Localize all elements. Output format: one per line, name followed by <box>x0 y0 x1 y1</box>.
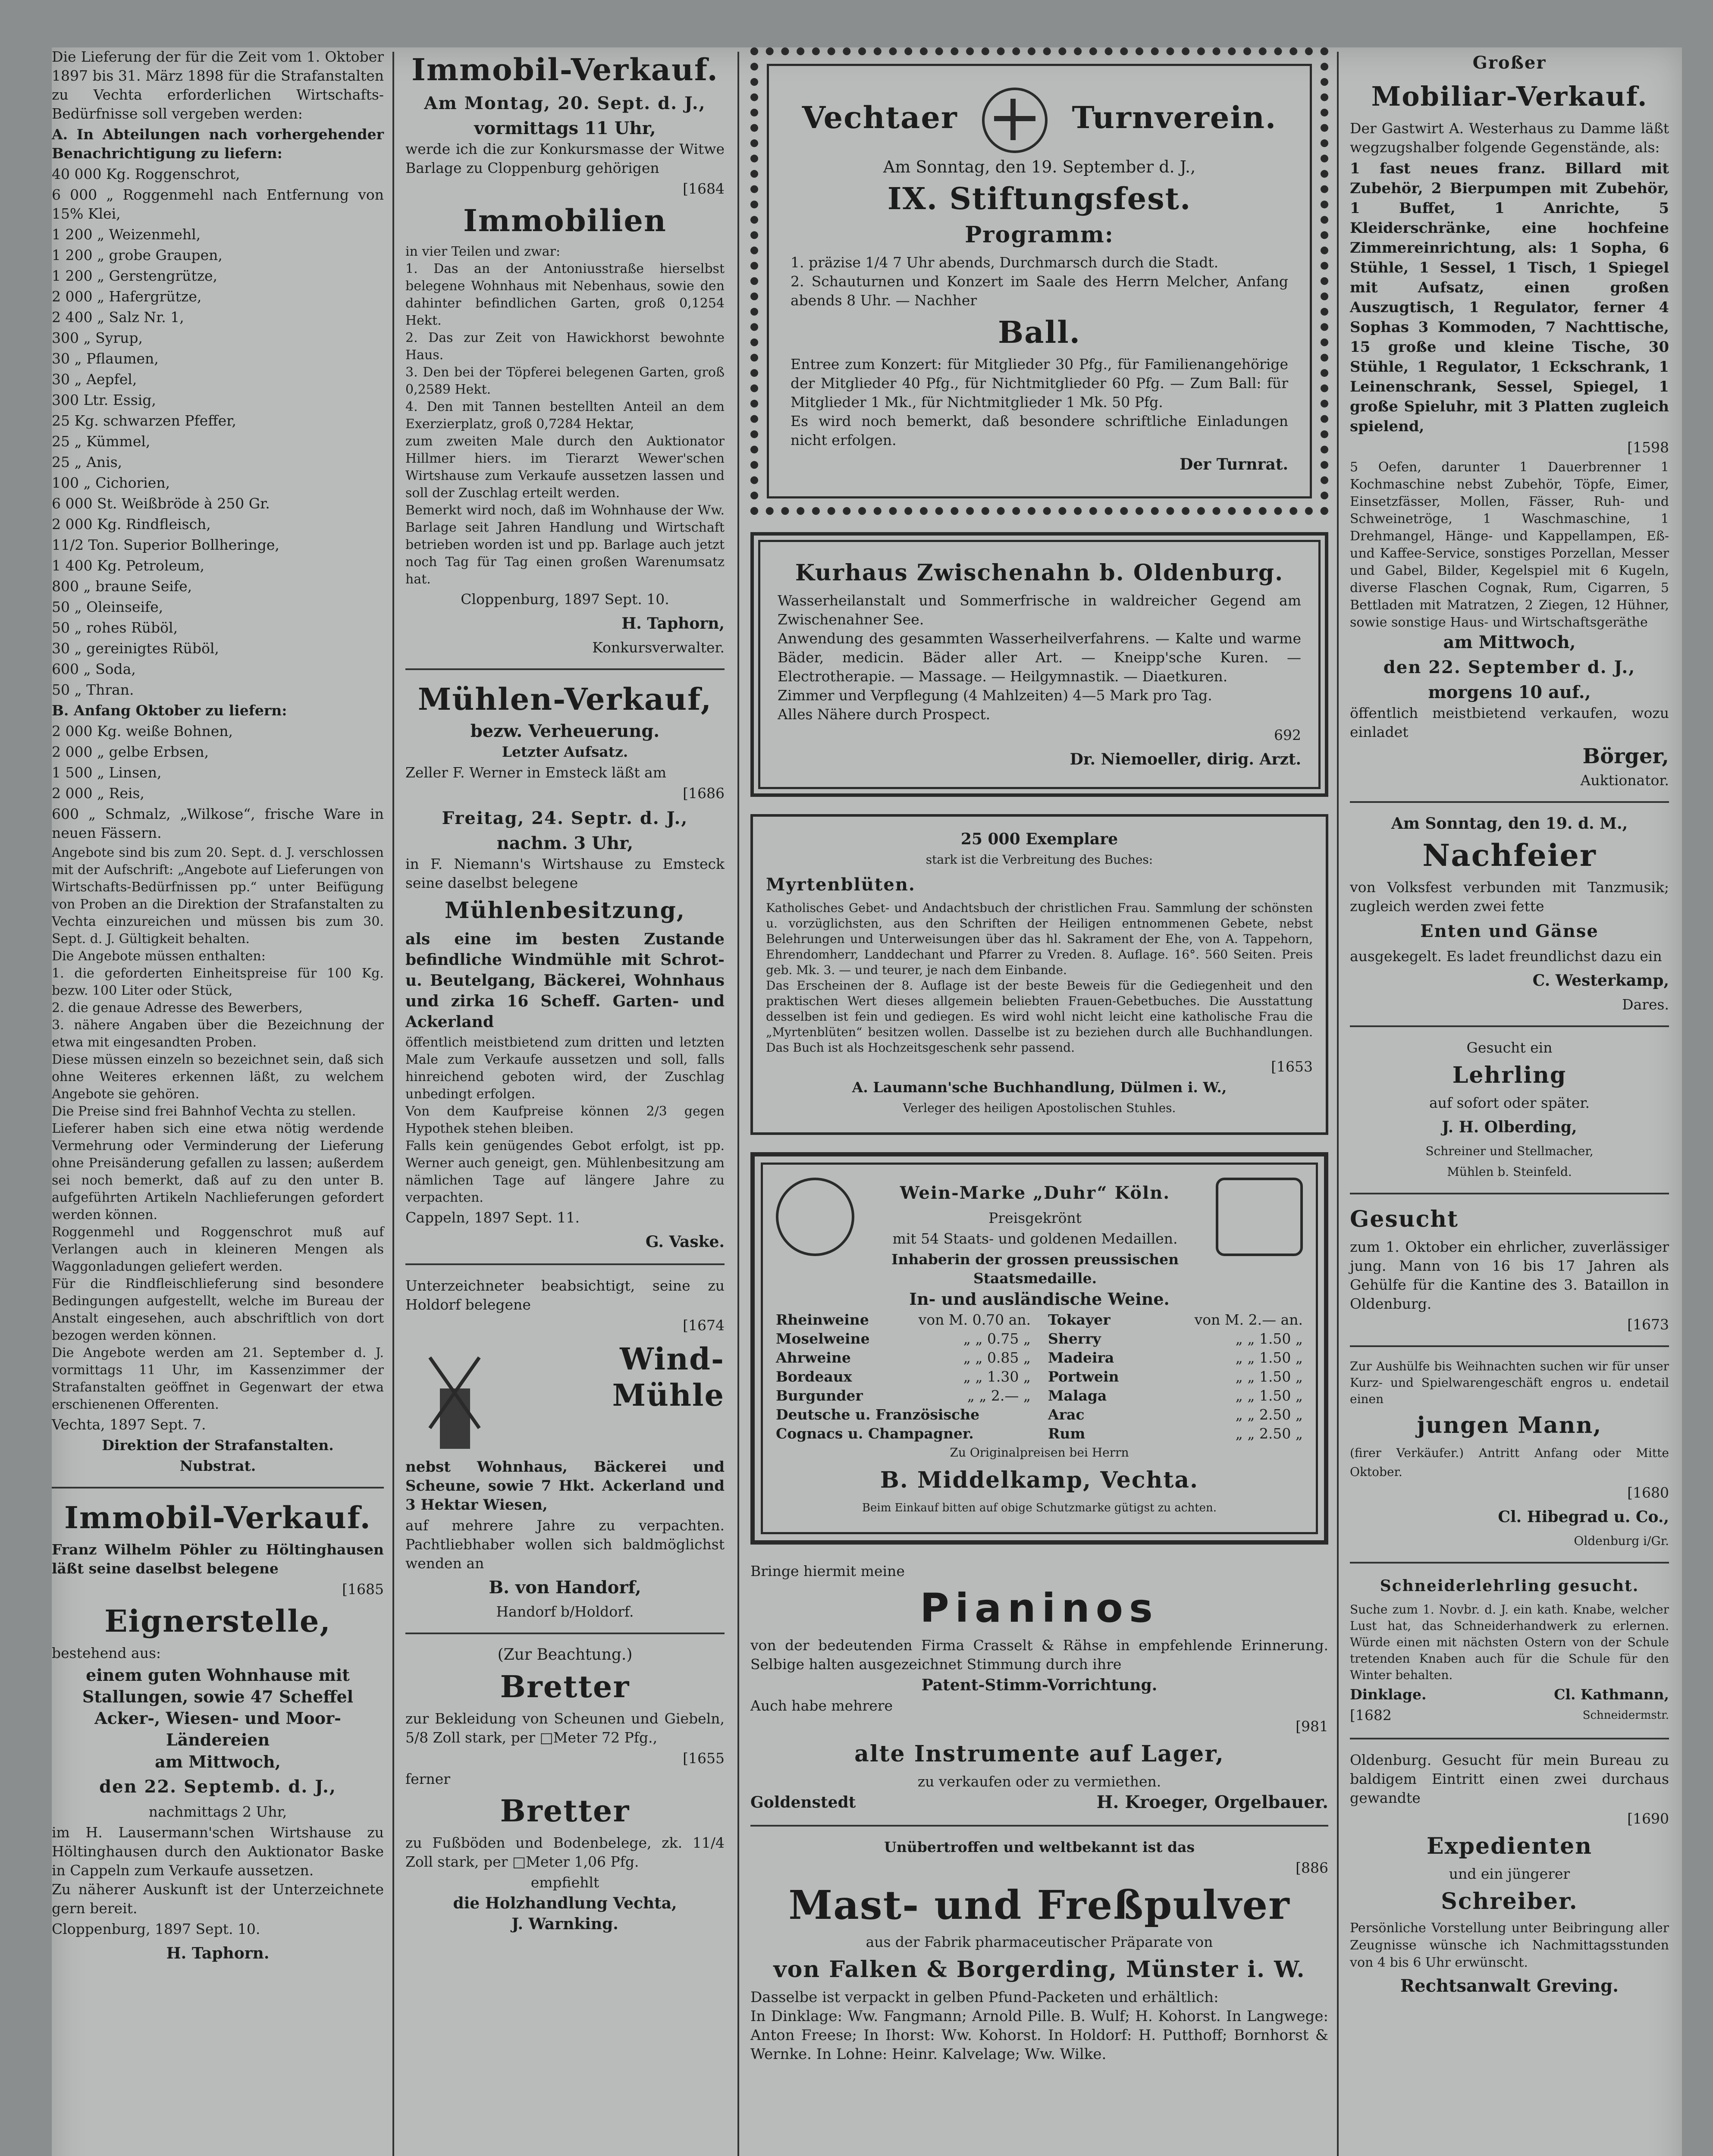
ad-when: am Mittwoch, <box>155 1752 281 1771</box>
ad-headline: Gesucht <box>1350 1206 1459 1232</box>
ad-body: öffentlich meistbietend verkaufen, wozu einladet <box>1350 705 1669 740</box>
ad-headline: Mast- und Freßpulver <box>788 1882 1290 1928</box>
ad-body: auf mehrere Jahre zu verpachten. Pachtliebhaber wollen sich baldmöglichst wenden an <box>405 1517 725 1572</box>
list-item: 50 „ Thran. <box>52 681 134 698</box>
ad-body: in vier Teilen und zwar: 1. Das an der Antoniusstraße hierselbst belegene Wohnhaus mit Nebenhaus, sowie den dahinter befindlichen Garten, groß 0,1254 Hekt. 2. Das zur Zeit von Hawickhorst bewohnte Haus. 3. Den bei der Töpferei belegenen Garten, groß 0,2589 Hekt. 4. Den mit Tannen bestellten Anteil an dem Exerzierplatz, groß 0,7284 Hektar, zum zweiten Male durch den Auktionator Hillmer hiers. im Tierarzt Wewer'schen Wirtshause zum Verkaufe aussetzen lassen und soll der Zuschlag erteilt werden. Bemerkt wird noch, daß im Wohnhause der Ww. Barlage seit Jahren Handlung und Wirtschaft betrieben worden ist und pp. Barlage auch jetzt noch Tag für Tag einen großen Warenumsatz hat. <box>405 244 725 587</box>
ad-body: Persönliche Vorstellung unter Beibringung aller Zeugnisse wünsche ich Nachmittagsstunden von 4 bis 6 Uhr erwünscht. <box>1350 1921 1669 1970</box>
column-rule <box>737 52 739 2156</box>
ad-body: zum 1. Oktober ein ehrlicher, zuverlässiger jung. Mann von 16 bis 17 Jahren als Gehülfe für die Kantine des 3. Bataillon in Oldenburg. <box>1350 1238 1669 1312</box>
intro-text: Die Lieferung der für die Zeit vom 1. Oktober 1897 bis 31. März 1898 für die Strafanstalten zu Vechta erforderlichen Wirtschafts-Bedürfnisse soll vergeben werden: <box>52 48 384 122</box>
ad-headline: Schreiber. <box>1441 1888 1578 1915</box>
list-item: 300 Ltr. Essig, <box>52 392 156 408</box>
signature-place: Handorf b/Holdorf. <box>496 1603 634 1620</box>
title-left: Vechtaer <box>802 100 958 135</box>
signature: C. Westerkamp, <box>1532 971 1669 990</box>
list-item: 1 400 Kg. Petroleum, <box>52 557 204 574</box>
ad-text: werde ich die zur Konkursmasse der Witwe Barlage zu Cloppenburg gehörigen <box>405 141 725 176</box>
wine-prize: Preisgekrönt <box>988 1210 1082 1226</box>
ad-headline: Ball. <box>998 314 1081 350</box>
list-item: 2 000 Kg. Rindfleisch, <box>52 516 211 533</box>
ad-text: empfiehlt <box>530 1874 599 1891</box>
ad-text: ferner <box>405 1771 451 1787</box>
ad-time: vormittags 11 Uhr, <box>474 118 656 138</box>
ad-time: morgens 10 auf., <box>1428 682 1591 702</box>
ad-body: von Volksfest verbunden mit Tanzmusik; zugleich werden zwei fette <box>1350 879 1669 915</box>
wine-orig: Zu Originalpreisen bei Herrn <box>950 1445 1129 1460</box>
table-row: Arac „ „ 2.50 „ <box>1048 1406 1303 1423</box>
ad-text: Auch habe mehrere <box>750 1697 893 1714</box>
ad-text: Franz Wilhelm Pöhler zu Höltinghausen läßt seine daselbst belegene <box>52 1541 384 1577</box>
ad-number: 692 <box>1274 727 1301 743</box>
list-item: 2 000 „ gelbe Erbsen, <box>52 743 209 760</box>
divider <box>1350 1025 1669 1027</box>
ad-text: Der Gastwirt A. Westerhaus zu Damme läßt wegzugshalber folgende Gegenstände, als: <box>1350 120 1669 156</box>
signature-place: Oldenburg i/Gr. <box>1574 1534 1669 1548</box>
turnverein-emblem-icon <box>982 88 1048 153</box>
divider <box>405 1633 725 1634</box>
dateline: Cloppenburg, 1897 Sept. 10. <box>52 1921 260 1937</box>
signature: Rechtsanwalt Greving. <box>1400 1976 1619 1996</box>
ad-date: Am Sonntag, den 19. d. M., <box>1391 815 1628 833</box>
ad-title: Immobil-Verkauf. <box>411 52 718 88</box>
ad-body: Entree zum Konzert: für Mitglieder 30 Pfg., für Familienangehörige der Mitglieder 40 Pfg., für Nichtmitglieder 60 Pfg. — Zum Ball: für Mitglieder 1 Mk., für Nichtmitglieder 1 Mk. 50 Pfg. Es wird noch bemerkt, daß besondere schriftliche Einladungen nicht erfolgen. <box>791 356 1288 448</box>
ad-body: Suche zum 1. Novbr. d. J. ein kath. Knabe, welcher Lust hat, das Schneiderhandwerk zu erlernen. Würde einen mit nächsten Ostern von der Schule tretenden Knaben auch für die Schule für den Winter behalten. <box>1350 1602 1669 1682</box>
table-row: Portwein „ „ 1.50 „ <box>1048 1368 1303 1385</box>
table-row: Rum „ „ 2.50 „ <box>1048 1425 1303 1442</box>
signature-title: Schneidermstr. <box>1582 1709 1669 1722</box>
table-row: Burgunder „ „ 2.— „ <box>776 1387 1031 1404</box>
list-item: 50 „ Oleinseife, <box>52 599 163 615</box>
table-row: Madeira „ „ 1.50 „ <box>1048 1349 1303 1366</box>
ad-headline: Eignerstelle, <box>104 1603 331 1639</box>
ad-title: Großer <box>1472 53 1547 73</box>
ad-headline: IX. Stiftungsfest. <box>887 181 1192 216</box>
ad-number: [1653 <box>1271 1058 1313 1075</box>
section-a-heading: A. In Abteilungen nach vorhergehender Benachrichtigung zu liefern: <box>52 126 384 162</box>
signature: Cl. Hibegrad u. Co., <box>1498 1508 1669 1526</box>
ad-text: und ein jüngerer <box>1449 1865 1570 1882</box>
ad-text: zu verkaufen oder zu vermiethen. <box>917 1773 1161 1790</box>
list-item: 25 „ Kümmel, <box>52 433 151 450</box>
ad-number: [1680 <box>1627 1484 1669 1501</box>
pianos-ad <box>750 1562 1328 1814</box>
table-row: Cognacs u. Champagner. <box>776 1425 974 1442</box>
list-item: 600 „ Schmalz, „Wilkose“, frische Ware in neuen Fässern. <box>52 805 384 841</box>
ad-title: Wein-Marke „Duhr“ Köln. <box>900 1183 1170 1203</box>
ad-body: im H. Lausermann'schen Wirtshause zu Höltinghausen durch den Auktionator Baske in Cappeln zum Verkaufe aussetzen. Zu näherer Auskunft ist der Unterzeichnete gern bereit. <box>52 1824 384 1917</box>
divider <box>750 1825 1328 1827</box>
signature-place: Mühlen b. Steinfeld. <box>1447 1165 1572 1179</box>
ad-lines: einem guten Wohnhause mit Stallungen, sowie 47 Scheffel Acker-, Wiesen- und Moor-Ländereien <box>82 1665 354 1749</box>
wine-note: Beim Einkauf bitten auf obige Schutzmarke gütigst zu achten. <box>862 1501 1217 1514</box>
list-item: 800 „ braune Seife, <box>52 578 192 595</box>
list-item: 30 „ Pflaumen, <box>52 350 159 367</box>
dateline: Cloppenburg, 1897 Sept. 10. <box>461 591 669 608</box>
signature-place: Goldenstedt <box>750 1793 856 1811</box>
ad-subtitle: bezw. Verheuerung. <box>470 721 660 741</box>
windmill-ad <box>405 1337 725 1457</box>
ad-subtext: bestehend aus: <box>52 1645 161 1661</box>
ad-headline: Pianinos <box>920 1585 1159 1631</box>
ad-number: [1690 <box>1627 1810 1669 1827</box>
ad-headline: Mobiliar-Verkauf. <box>1371 81 1648 112</box>
ad-note: (Zur Beachtung.) <box>497 1646 633 1664</box>
ad-text: Zeller F. Werner in Emsteck läßt am <box>405 764 667 781</box>
signature-title: Auktionator. <box>1580 772 1669 789</box>
ad-headline: Bretter <box>500 1669 630 1705</box>
wine-list-right <box>1048 1310 1303 1443</box>
ad-text: zur Bekleidung von Scheunen und Giebeln, 5/8 Zoll stark, per □Meter 72 Pfg., <box>405 1710 725 1746</box>
ad-body: Katholisches Gebet- und Andachtsbuch der christlichen Frau. Sammlung der schönsten u. vorzüglichsten, aus den Schriften der Heiligen entnommenen Gebete, nebst Belehrungen und Unterweisungen über das hl. Sakrament der Ehe, von A. Tappehorn, Ehrendomherr, Landdechant und Pfarrer zu Vreden. 8. Auflage. 16°. 560 Seiten. Preis geb. Mk. 3. — und teurer, je nach dem Einbande. Das Erscheinen der 8. Auflage ist der beste Beweis für die Gediegenheit und den praktischen Wert dieses allgemein beliebten Frauen-Gebetbuches. Die Ausstattung desselben ist fein und gediegen. Es wird wohl nicht leicht eine katholische Frau die „Myrtenblüten“ besitzen wollen. Dasselbe ist zu beziehen durch alle Buchhandlungen. Das Buch ist als Hochzeitsgeschenk sehr passend. <box>766 901 1313 1055</box>
ad-number: [1685 <box>342 1581 384 1598</box>
ad-headline: Myrtenblüten. <box>766 874 916 895</box>
list-item: 2 000 „ Hafergrütze, <box>52 288 202 305</box>
signature: H. Kroeger, Orgelbauer. <box>1096 1792 1328 1812</box>
myrtenblueten-ad <box>750 814 1328 1135</box>
ad-time: nachmittags 2 Uhr, <box>148 1803 287 1820</box>
list-item: 2 400 „ Salz Nr. 1, <box>52 309 184 326</box>
ad-body: 5 Oefen, darunter 1 Dauerbrenner 1 Kochmaschine nebst Zubehör, Töpfe, Eimer, Einsetzfässer, Mollen, Fässer, Ruh- und Schweinetröge, 1 Waschmaschine, 1 Drehmangel, Hänge- und Kappellampen, Eß- und Kaffee-Service, sonstiges Porzellan, Messer und Gabel, Bilder, Kegelspiel mit 6 Kugeln, diverse Flaschen Cognak, Rum, Cigarren, 5 Bettladen mit Matratzen, 2 Ziegen, 12 Hühner, sowie sonstige Haus- und Wirtschaftsgeräthe <box>1350 460 1669 630</box>
ad-headline: alte Instrumente auf Lager, <box>854 1741 1224 1767</box>
divider <box>52 1487 384 1489</box>
ad-headline: Bretter <box>500 1793 630 1829</box>
program-heading: Programm: <box>965 222 1114 248</box>
ad-body: öffentlich meistbietend zum dritten und letzten Male zum Verkaufe aussetzen und soll, falls hinreichend geboten wird, der Zuschlag unbedingt erfolgen. Von dem Kaufpreise können 2/3 gegen Hypothek stehen bleiben. Falls kein genügendes Gebot erfolgt, ist pp. Werner auch geneigt, gen. Mühlenbesitzung am nämlichen Tage auf längere Jahre zu verpachten. <box>405 1035 725 1205</box>
ad-number: [1673 <box>1627 1316 1669 1333</box>
column-rule <box>392 52 394 2156</box>
ad-date: Am Montag, 20. Sept. d. J., <box>424 93 706 113</box>
signature-place: Dares. <box>1622 996 1669 1013</box>
ad-subtitle: Letzter Aufsatz. <box>502 743 628 760</box>
mastpulver-ad <box>750 1838 1328 2064</box>
ad-number: [1598 <box>1627 439 1669 456</box>
column-4 <box>1350 47 1669 2001</box>
table-row: Moselweine „ „ 0.75 „ <box>776 1330 1031 1347</box>
windmill-illustration <box>405 1341 500 1453</box>
ad-headline: Expedienten <box>1427 1833 1592 1859</box>
dateline: Cappeln, 1897 Sept. 11. <box>405 1209 580 1226</box>
column-3 <box>750 47 1328 2065</box>
ad-title: Immobil-Verkauf. <box>64 1500 371 1536</box>
signature: Börger, <box>1582 744 1669 768</box>
list-item: 11/2 Ton. Superior Bollheringe, <box>52 536 279 553</box>
crest-icon <box>1216 1178 1303 1256</box>
wine-inhaber: Inhaberin der grossen preussischen Staatsmedaille. <box>891 1251 1179 1287</box>
ad-body: Dasselbe ist verpackt in gelben Pfund-Packeten und erhältlich: In Dinklage: Ww. Fangmann; Arnold Pille. B. Wulf; H. Kohorst. In Langwege: Anton Freese; In Ihorst: Ww. Kohorst. In Holdorf: H. Putthoff; Bornhorst & Wernke. In Lohne: Heinr. Kalvelage; Ww. Wilke. <box>750 1989 1328 2063</box>
signature: Cl. Kathmann, <box>1554 1686 1669 1703</box>
list-item: 30 „ Aepfel, <box>52 371 137 388</box>
table-row: Tokayer von M. 2.— an. <box>1048 1311 1303 1328</box>
patent-line: Patent-Stimm-Vorrichtung. <box>921 1676 1158 1694</box>
signature: B. von Handorf, <box>489 1577 641 1598</box>
ad-top-sub: stark ist die Verbreitung des Buches: <box>926 852 1153 867</box>
list-item: 30 „ gereinigtes Rüböl, <box>52 640 219 657</box>
ad-body: Wasserheilanstalt und Sommerfrische in waldreicher Gegend am Zwischenahner See. Anwendung des gesammten Wasserheilverfahrens. — Kalte und warme Bäder, medicin. Bäder aller Art. — Kneipp'sche Kuren. — Electrotherapie. — Massage. — Heilgymnastik. — Diaetkuren. Zimmer und Verpflegung (4 Mahlzeiten) 4—5 Mark pro Tag. Alles Nähere durch Prospect. <box>778 592 1301 723</box>
ad-firm: von Falken & Borgerding, Münster i. W. <box>773 1956 1305 1983</box>
list-item: 6 000 „ Roggenmehl nach Entfernung von 15% Klei, <box>52 186 384 222</box>
ad-title <box>791 88 1288 153</box>
list-item: 2 000 „ Reis, <box>52 785 144 802</box>
ad-list: 1 fast neues franz. Billard mit Zubehör, 2 Bierpumpen mit Zubehör, 1 Buffet, 1 Anrichte, 5 Kleiderschränke, eine hochfeine Zimmereinrichtung, als: 1 Sopha, 6 Stühle, 1 Sessel, 1 Tisch, 1 Spiegel mit Aufsatz, einen großen Auszugtisch, 1 Regulator, ferner 4 Sophas 3 Kommoden, 7 Nachttische, 15 große und kleine Tische, 30 Stühle, 1 Regulator, 1 Eckschrank, 1 Leinenschrank, Sessel, Spiegel, 1 große Spieluhr, mit 3 Platten zugleich spielend, <box>1350 160 1669 435</box>
tender-body: Angebote sind bis zum 20. Sept. d. J. verschlossen mit der Aufschrift: „Angebote auf Lieferungen von Wirtschafts-Bedürfnissen pp.“ unter Beifügung von Proben an die Direktion der Strafanstalten zu Vechta einzureichen und müssen bis zum 30. Sept. d. J. Gültigkeit behalten. Die Angebote müssen enthalten: 1. die geforderten Einheitspreise für 100 Kg. bezw. 100 Liter oder Stück, 2. die genaue Adresse des Bewerbers, 3. nähere Angaben über die Bezeichnung der etwa mit eingesandten Proben. Diese müssen einzeln so bezeichnet sein, daß sich ohne Weiteres erkennen läßt, zu welchem Angebote sie gehören. Die Preise sind frei Bahnhof Vechta zu stellen. Lieferer haben sich eine etwa nötig werdende Vermehrung oder Verminderung der Lieferung ohne Preisänderung gefallen zu lassen; außerdem sei noch bemerkt, daß auf zu den unter B. aufgeführten Artikeln Nachlieferungen gefordert werden können. Roggenmehl und Roggenschrot muß auf Verlangen auch in kleineren Mengen als Waggonladungen geliefert werden. Für die Rindfleischlieferung sind besondere Bedingungen aufgestellt, welche im Bureau der Anstalt eingesehen, auch abschriftlich von dort bezogen werden können. Die Angebote werden am 21. September d. J. vormittags 11 Uhr, im Kassenzimmer der Strafanstalten geöffnet in Gegenwart der etwa erschienenen Offerenten. <box>52 845 384 1412</box>
list-item: 100 „ Cichorien, <box>52 474 170 491</box>
ad-top: 25 000 Exemplare <box>960 830 1118 848</box>
ad-headline: Nachfeier <box>1422 837 1597 873</box>
signature: A. Laumann'sche Buchhandlung, Dülmen i. W., <box>852 1079 1227 1096</box>
dateline: Vechta, 1897 Sept. 7. <box>52 1416 206 1433</box>
ad-when: am Mittwoch, <box>1443 632 1576 652</box>
ad-date: den 22. Septemb. d. J., <box>99 1777 336 1797</box>
section-b-heading: B. Anfang Oktober zu liefern: <box>52 702 287 719</box>
signature-name: J. Warnking. <box>511 1915 618 1933</box>
ad-intro: Gesucht ein <box>1466 1039 1553 1056</box>
list-item: 2 000 Kg. weiße Bohnen, <box>52 723 233 740</box>
ad-number: [1674 <box>683 1317 725 1334</box>
column-rule <box>1337 52 1339 2156</box>
list-item: 25 Kg. schwarzen Pfeffer, <box>52 412 236 429</box>
ad-body: auf sofort oder später. <box>1429 1094 1590 1111</box>
ad-date: den 22. September d. J., <box>1383 657 1636 677</box>
ad-headline: jungen Mann, <box>1417 1412 1602 1438</box>
ad-body: (firer Verkäufer.) Antritt Anfang oder Mitte Oktober. <box>1350 1446 1669 1479</box>
ad-date: Am Sonntag, den 19. September d. J., <box>883 157 1196 176</box>
ad-number: [886 <box>1296 1859 1328 1876</box>
divider <box>1350 1193 1669 1194</box>
ad-description: nebst Wohnhaus, Bäckerei und Scheune, sowie 7 Hkt. Ackerland und 3 Hektar Wiesen, <box>405 1458 725 1514</box>
signature-place: Dinklage. <box>1350 1686 1427 1703</box>
ad-number: [981 <box>1296 1718 1328 1735</box>
ad-time: nachm. 3 Uhr, <box>496 833 634 853</box>
signature-name: Nubstrat. <box>179 1457 256 1474</box>
ad-text: zu Fußböden und Bodenbelege, zk. 11/4 Zoll stark, per □Meter 1,06 Pfg. <box>405 1834 725 1870</box>
ad-headline: B. Middelkamp, Vechta. <box>880 1467 1199 1493</box>
table-row: Rheinweine von M. 0.70 an. <box>776 1311 1031 1328</box>
ad-date: Freitag, 24. Septr. d. J., <box>442 808 688 828</box>
ad-headline: Schneiderlehrling gesucht. <box>1380 1577 1639 1595</box>
divider <box>405 1263 725 1265</box>
ad-body: Zur Aushülfe bis Weihnachten suchen wir für unser Kurz- und Spielwarengeschäft engros u. endetail einen <box>1350 1359 1669 1406</box>
table-row: Deutsche u. Französische <box>776 1406 980 1423</box>
list-item: 40 000 Kg. Roggenschrot, <box>52 166 240 182</box>
ad-body: von der bedeutenden Firma Crasselt & Rähse in empfehlende Erinnerung. Selbige halten ausgezeichnet Stimmung durch ihre <box>750 1637 1328 1673</box>
ad-text: Unterzeichneter beabsichtigt, seine zu Holdorf belegene <box>405 1277 725 1313</box>
ad-headline: Wind-Mühle <box>612 1341 725 1413</box>
signature: H. Taphorn, <box>621 614 725 633</box>
list-item: 25 „ Anis, <box>52 454 122 470</box>
table-row: Sherry „ „ 1.50 „ <box>1048 1330 1303 1347</box>
signature-title: Konkursverwalter. <box>592 639 725 656</box>
ad-body: ausgekegelt. Es ladet freundlichst dazu ein <box>1350 948 1662 965</box>
divider <box>1350 1738 1669 1739</box>
kurhaus-ad <box>750 532 1328 797</box>
column-1 <box>52 47 384 1968</box>
table-row: Bordeaux „ „ 1.30 „ <box>776 1368 1031 1385</box>
ad-number: [1682 <box>1350 1707 1392 1724</box>
signature: Direktion der Strafanstalten. <box>102 1437 334 1454</box>
signature: Dr. Niemoeller, dirig. Arzt. <box>1070 750 1301 768</box>
items-b-list <box>52 722 384 843</box>
list-item: 1 500 „ Linsen, <box>52 764 162 781</box>
list-item: 300 „ Syrup, <box>52 329 143 346</box>
wine-list-left <box>776 1310 1031 1443</box>
ad-intro: Bringe hiermit meine <box>750 1563 905 1579</box>
wine-medals: mit 54 Staats- und goldenen Medaillen. <box>892 1230 1178 1247</box>
ad-description: als eine im besten Zustande befindliche Windmühle mit Schrot- u. Beutelgang, Bäckerei, Wohnhaus und zirka 16 Scheff. Garten- und Ackerland <box>405 930 725 1031</box>
ad-headline: Lehrling <box>1452 1062 1567 1088</box>
signature-title: Verleger des heiligen Apostolischen Stuhles. <box>903 1101 1176 1115</box>
ad-body: 1. präzise 1/4 7 Uhr abends, Durchmarsch durch die Stadt. 2. Schauturnen und Konzert im Saale des Herrn Melcher, Anfang abends 8 Uhr. — Nachher <box>791 254 1288 309</box>
divider <box>1350 801 1669 803</box>
title-right: Turnverein. <box>1072 100 1277 135</box>
signature: H. Taphorn. <box>166 1944 270 1962</box>
table-row: Malaga „ „ 1.50 „ <box>1048 1387 1303 1404</box>
list-item: 600 „ Soda, <box>52 661 136 677</box>
signature: die Holzhandlung Vechta, <box>453 1894 677 1912</box>
ad-number: [1684 <box>683 180 725 197</box>
ad-title: Mühlen-Verkauf, <box>417 681 712 717</box>
list-item: 1 200 „ Gerstengrütze, <box>52 267 218 284</box>
divider <box>1350 1562 1669 1564</box>
list-item: 1 200 „ Weizenmehl, <box>52 226 201 243</box>
divider <box>405 668 725 670</box>
ad-number: [1655 <box>683 1750 725 1767</box>
ad-number: [1686 <box>683 785 725 802</box>
divider <box>1350 1345 1669 1347</box>
wine-ad <box>750 1152 1328 1545</box>
ad-headline: Enten und Gänse <box>1420 921 1599 941</box>
ad-headline: Immobilien <box>463 203 667 238</box>
list-item: 50 „ rohes Rüböl, <box>52 619 178 636</box>
column-2 <box>405 47 725 1935</box>
table-row: Ahrweine „ „ 0.85 „ <box>776 1349 1031 1366</box>
ad-headline: Kurhaus Zwischenahn b. Oldenburg. <box>795 560 1284 586</box>
items-a-list <box>52 165 384 699</box>
list-item: 6 000 St. Weißbröde à 250 Gr. <box>52 495 270 512</box>
ad-intro: Unübertroffen und weltbekannt ist das <box>884 1839 1195 1855</box>
ad-text: aus der Fabrik pharmaceutischer Präparate von <box>866 1934 1213 1950</box>
ad-headline: Mühlenbesitzung, <box>445 897 685 924</box>
list-item: 1 200 „ grobe Graupen, <box>52 247 223 263</box>
signature: Der Turnrat. <box>1180 455 1288 473</box>
signature: G. Vaske. <box>645 1233 725 1251</box>
signature-title: Schreiner und Stellmacher, <box>1425 1144 1594 1158</box>
signature: J. H. Olberding, <box>1442 1118 1577 1136</box>
ad-text: in F. Niemann's Wirtshause zu Emsteck seine daselbst belegene <box>405 856 725 891</box>
turnverein-ad <box>750 47 1328 515</box>
wine-subtitle: In- und ausländische Weine. <box>909 1289 1170 1309</box>
ad-body: Oldenburg. Gesucht für mein Bureau zu baldigem Eintritt einen zwei durchaus gewandte <box>1350 1752 1669 1806</box>
medal-icon <box>776 1178 854 1256</box>
